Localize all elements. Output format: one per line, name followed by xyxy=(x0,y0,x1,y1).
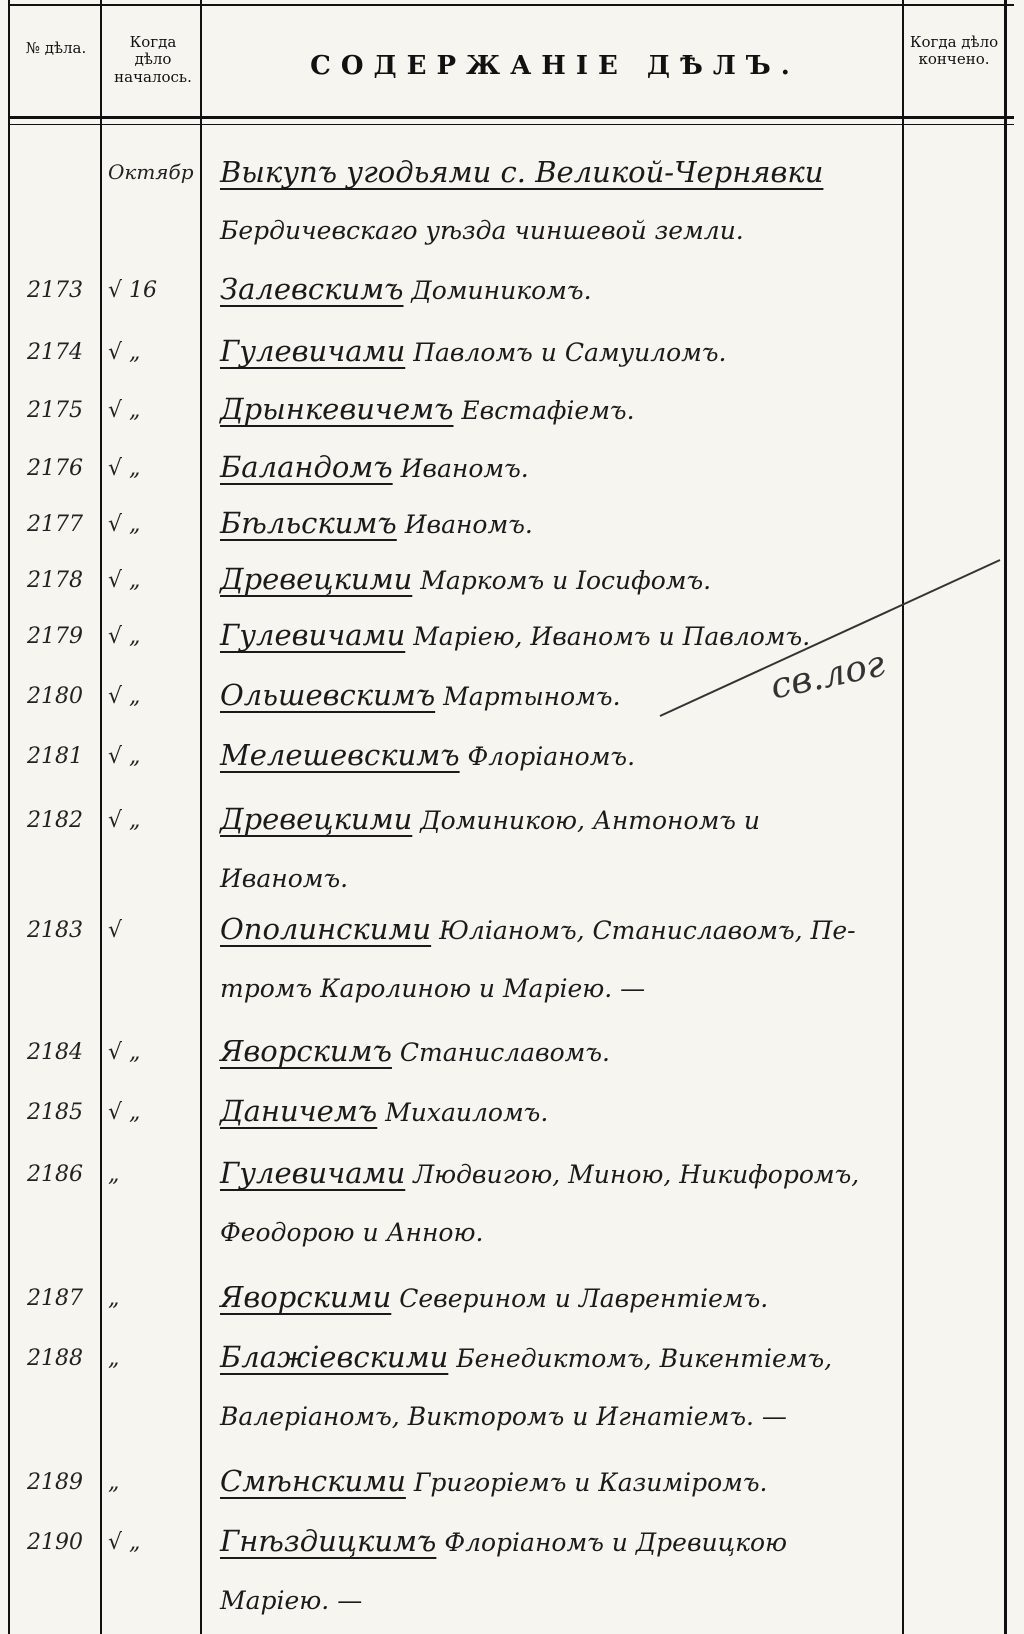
entry-number: 2177 xyxy=(27,512,83,537)
entry-continuation: Иваномъ. xyxy=(220,864,349,893)
entry-number: 2187 xyxy=(27,1286,83,1311)
entry-given-names: Евстафіемъ. xyxy=(453,396,635,425)
intro-line-1-text: Выкупъ угодьями с. Великой-Чернявки xyxy=(220,155,824,189)
entry-given-names: Иваномъ. xyxy=(396,510,533,539)
entry-given-names: Маркомъ и Іосифомъ. xyxy=(412,566,712,595)
entry-number: 2181 xyxy=(27,744,83,769)
entry-continuation: Валеріаномъ, Викторомъ и Игнатіемъ. — xyxy=(220,1402,787,1431)
entry-surname: Залевскимъ xyxy=(220,272,404,306)
entry-given-names: Доминикою, Антономъ и xyxy=(412,806,761,835)
entry-surname: Яворскимъ xyxy=(220,1034,392,1068)
entry-given-names: Флоріаномъ. xyxy=(459,742,636,771)
entry-start-mark: „ xyxy=(108,1286,120,1311)
entry-start-mark: √ „ xyxy=(108,1530,141,1555)
entry-continuation: Феодорою и Анною. xyxy=(220,1218,484,1247)
entry-continuation: Маріею. — xyxy=(220,1586,363,1615)
entry-given-names: Доминикомъ. xyxy=(403,276,592,305)
entry-number: 2173 xyxy=(27,278,83,303)
entry-start-mark: √ „ xyxy=(108,744,141,769)
entry-start-mark: √ „ xyxy=(108,398,141,423)
entry-continuation: тромъ Каролиною и Маріею. — xyxy=(220,974,646,1003)
entry-surname: Бѣльскимъ xyxy=(220,506,397,540)
intro-month: Октябр xyxy=(108,160,194,184)
entry-number: 2184 xyxy=(27,1040,83,1065)
entry-surname: Ополинскими xyxy=(220,912,432,946)
entry-start-mark: √ „ xyxy=(108,624,141,649)
entry-number: 2190 xyxy=(27,1530,83,1555)
entry-start-mark: „ xyxy=(108,1470,120,1495)
entry-start-mark: √ „ xyxy=(108,340,141,365)
entry-given-names: Станиславомъ. xyxy=(391,1038,610,1067)
entry-surname: Гулевичами xyxy=(220,334,406,368)
entry-start-mark: √ „ xyxy=(108,684,141,709)
entry-given-names: Юліаномъ, Станиславомъ, Пе- xyxy=(431,916,856,945)
entry-number: 2178 xyxy=(27,568,83,593)
entry-number: 2188 xyxy=(27,1346,83,1371)
entry-surname: Яворскими xyxy=(220,1280,392,1314)
entry-surname: Мелешевскимъ xyxy=(220,738,460,772)
entry-number: 2174 xyxy=(27,340,83,365)
entry-start-mark: „ xyxy=(108,1346,120,1371)
header-col-finished: Когда дѣло кончено. xyxy=(909,33,999,69)
entry-surname: Баландомъ xyxy=(220,450,393,484)
entry-start-mark: √ „ xyxy=(108,808,141,833)
entry-surname: Древецкими xyxy=(220,802,413,836)
entry-number: 2185 xyxy=(27,1100,83,1125)
entry-number: 2183 xyxy=(27,918,83,943)
entry-start-mark: √ „ xyxy=(108,568,141,593)
header-col-number: № дѣла. xyxy=(25,39,87,57)
entry-given-names: Мартыномъ. xyxy=(435,682,621,711)
entry-given-names: Григоріемъ и Казиміромъ. xyxy=(405,1468,768,1497)
entry-given-names: Людвигою, Миною, Никифоромъ, xyxy=(405,1160,860,1189)
entry-given-names: Маріею, Иваномъ и Павломъ. xyxy=(405,622,811,651)
entry-given-names: Павломъ и Самуиломъ. xyxy=(405,338,727,367)
entry-start-mark: √ 16 xyxy=(108,278,158,303)
entry-given-names: Иваномъ. xyxy=(392,454,529,483)
entry-start-mark: √ „ xyxy=(108,512,141,537)
entry-start-mark: √ xyxy=(108,918,123,943)
entry-start-mark: √ „ xyxy=(108,456,141,481)
entry-surname: Древецкими xyxy=(220,562,413,596)
entry-number: 2189 xyxy=(27,1470,83,1495)
margin-note: св.лог xyxy=(766,643,889,708)
entry-number: 2176 xyxy=(27,456,83,481)
entry-number: 2175 xyxy=(27,398,83,423)
entry-surname: Блажіевскими xyxy=(220,1340,449,1374)
entry-start-mark: √ „ xyxy=(108,1100,141,1125)
entry-surname: Даничемъ xyxy=(220,1094,378,1128)
entry-start-mark: „ xyxy=(108,1162,120,1187)
entry-number: 2179 xyxy=(27,624,83,649)
entry-given-names: Флоріаномъ и Древицкою xyxy=(436,1528,788,1557)
entry-start-mark: √ „ xyxy=(108,1040,141,1065)
entry-surname: Гнѣздицкимъ xyxy=(220,1524,437,1558)
entry-surname: Гулевичами xyxy=(220,1156,406,1190)
entry-number: 2182 xyxy=(27,808,83,833)
entry-surname: Дрынкевичемъ xyxy=(220,392,454,426)
header-col-started: Когда дѣло началось. xyxy=(114,33,192,86)
entry-given-names: Северином и Лаврентіемъ. xyxy=(391,1284,769,1313)
entry-surname: Ольшевскимъ xyxy=(220,678,436,712)
header-col-content: СОДЕРЖАНІЕ ДѢЛЪ. xyxy=(310,51,800,81)
entry-given-names: Михаиломъ. xyxy=(377,1098,549,1127)
intro-line-2: Бердичевскаго уѣзда чиншевой земли. xyxy=(220,216,744,245)
entry-surname: Гулевичами xyxy=(220,618,406,652)
entry-given-names: Бенедиктомъ, Викентіемъ, xyxy=(448,1344,833,1373)
entry-number: 2186 xyxy=(27,1162,83,1187)
entry-number: 2180 xyxy=(27,684,83,709)
entry-surname: Смѣнскими xyxy=(220,1464,406,1498)
